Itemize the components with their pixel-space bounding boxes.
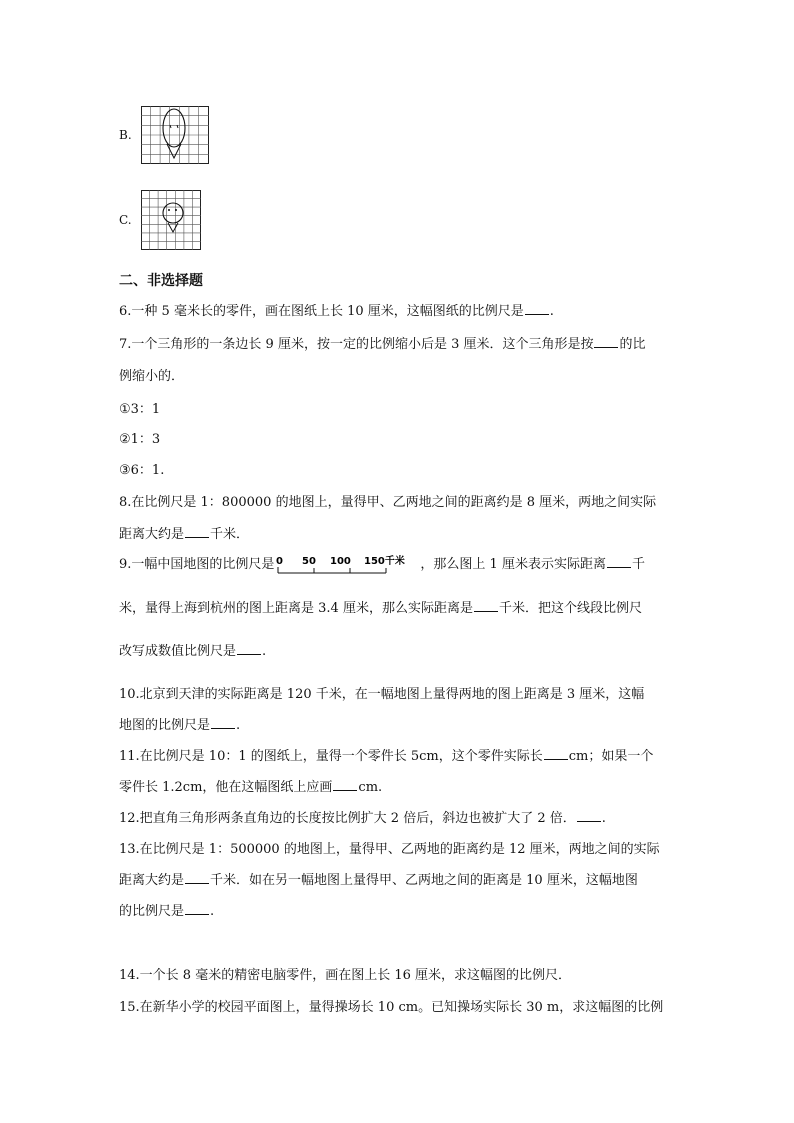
answer-blank[interactable] [237, 642, 261, 655]
question-10-line-2: 地图的比例尺是 . [119, 718, 241, 733]
scale-tick-label: 0 [276, 555, 284, 567]
question-11-line-2: 零件长 1.2cm，他在这幅图纸上应画 cm. [119, 780, 383, 795]
option-c[interactable] [119, 190, 201, 250]
choice-3[interactable]: ③6：1. [119, 463, 165, 478]
option-b-label: B. [119, 128, 132, 142]
answer-blank[interactable] [577, 809, 601, 822]
answer-blank[interactable] [474, 599, 498, 612]
question-6: 6.一种 5 毫米长的零件，画在图纸上长 10 厘米，这幅图纸的比例尺是 . [119, 304, 554, 319]
grid-figure-b [141, 106, 209, 164]
question-10: 10.北京到天津的实际距离是 120 千米，在一幅地图上量得两地的图上距离是 3 厘米，这幅 [119, 687, 645, 702]
question-15: 15.在新华小学的校园平面图上，量得操场长 10 cm。已知操场实际长 30 m，求这幅图的比例 [119, 1000, 664, 1015]
answer-blank[interactable] [211, 716, 235, 729]
answer-blank[interactable] [185, 902, 209, 915]
answer-blank[interactable] [185, 525, 209, 538]
question-11: 11.在比例尺是 10：1 的图纸上，量得一个零件长 5cm，这个零件实际长 cm；如果一个 [119, 749, 654, 764]
question-9: 9.一幅中国地图的比例尺是 0 50 100 150千米 ，那么图上 1 厘米表示实际距离 千 [119, 553, 645, 575]
question-8: 8.在比例尺是 1：800000 的地图上，量得甲、乙两地之间的距离约是 8 厘米，两地之间实际 [119, 495, 657, 510]
answer-blank[interactable] [544, 747, 568, 760]
choice-2[interactable]: ②1：3 [119, 432, 161, 447]
question-9-line-3: 改写成数值比例尺是 . [119, 644, 267, 659]
question-13-line-3: 的比例尺是 . [119, 904, 215, 919]
option-b[interactable] [119, 106, 209, 164]
option-c-label: C. [119, 213, 132, 227]
answer-blank[interactable] [525, 302, 549, 315]
answer-blank[interactable] [607, 555, 631, 568]
scale-bar [276, 555, 418, 575]
scale-tick-label: 50 [302, 555, 317, 567]
answer-blank[interactable] [594, 335, 618, 348]
question-14: 14.一个长 8 毫米的精密电脑零件，画在图上长 16 厘米，求这幅图的比例尺． [119, 968, 572, 983]
answer-blank[interactable] [333, 778, 357, 791]
scale-tick-label: 100 [330, 555, 352, 567]
question-9-line-2: 米，量得上海到杭州的图上距离是 3.4 厘米，那么实际距离是 千米．把这个线段比例尺 [119, 601, 642, 616]
choice-1[interactable]: ①3：1 [119, 402, 161, 417]
answer-blank[interactable] [185, 871, 209, 884]
question-13: 13.在比例尺是 1：500000 的地图上，量得甲、乙两地的距离约是 12 厘米，两地之间的实际 [119, 842, 660, 857]
scale-tick-label: 150千米 [364, 555, 406, 567]
section-title: 二、非选择题 [119, 273, 203, 289]
question-7: 7.一个三角形的一条边长 9 厘米，按一定的比例缩小后是 3 厘米．这个三角形是按 的比 [119, 337, 646, 352]
question-13-line-2: 距离大约是 千米．如在另一幅地图上量得甲、乙两地之间的距离是 10 厘米，这幅地图 [119, 873, 638, 888]
question-7-line-2: 例缩小的． [119, 369, 185, 384]
grid-figure-c [141, 190, 201, 250]
question-8-line-2: 距离大约是 千米． [119, 527, 250, 542]
question-12: 12.把直角三角形两条直角边的长度按比例扩大 2 倍后，斜边也被扩大了 2 倍． . [119, 811, 606, 826]
